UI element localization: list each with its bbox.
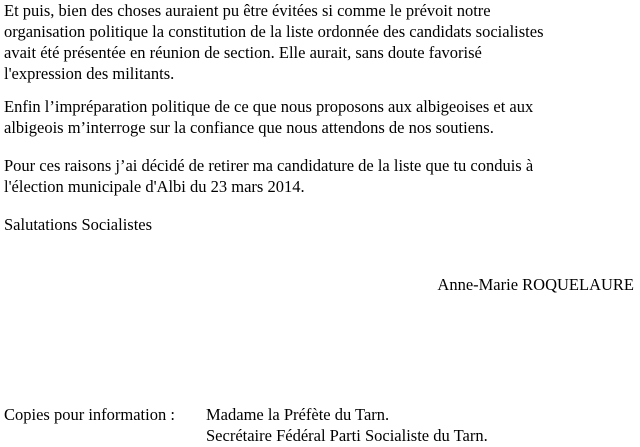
paragraph-political-preparation — [4, 96, 636, 138]
copies-recipient: Secrétaire Fédéral Parti Socialiste du Tarn. — [206, 426, 488, 445]
copies-label: Copies pour information : — [4, 405, 175, 424]
text-line: l'élection municipale d'Albi du 23 mars 2014. — [4, 177, 305, 196]
paragraph-withdrawal — [4, 155, 636, 197]
text-line: Pour ces raisons j’ai décidé de retirer ma candidature de la liste que tu conduis à — [4, 156, 534, 175]
text-line: l'expression des militants. — [4, 64, 175, 83]
text-line: Enfin l’impréparation politique de ce que nous proposons aux albigeoises et aux — [4, 97, 534, 116]
text-line: albigeois m’interroge sur la confiance que nous attendons de nos soutiens. — [4, 118, 494, 137]
text-line: avait été présentée en réunion de section. Elle aurait, sans doute favorisé — [4, 43, 482, 62]
copies-recipient: Madame la Préfète du Tarn. — [206, 405, 390, 424]
closing-salutation: Salutations Socialistes — [4, 215, 153, 234]
copies-block — [4, 404, 389, 425]
text-line: organisation politique la constitution de la liste ordonnée des candidats socialistes — [4, 22, 544, 41]
paragraph-section-meeting — [4, 0, 636, 84]
signature-name: Anne-Marie ROQUELAURE — [437, 275, 634, 294]
text-line: Et puis, bien des choses auraient pu être évitées si comme le prévoit notre — [4, 1, 491, 20]
